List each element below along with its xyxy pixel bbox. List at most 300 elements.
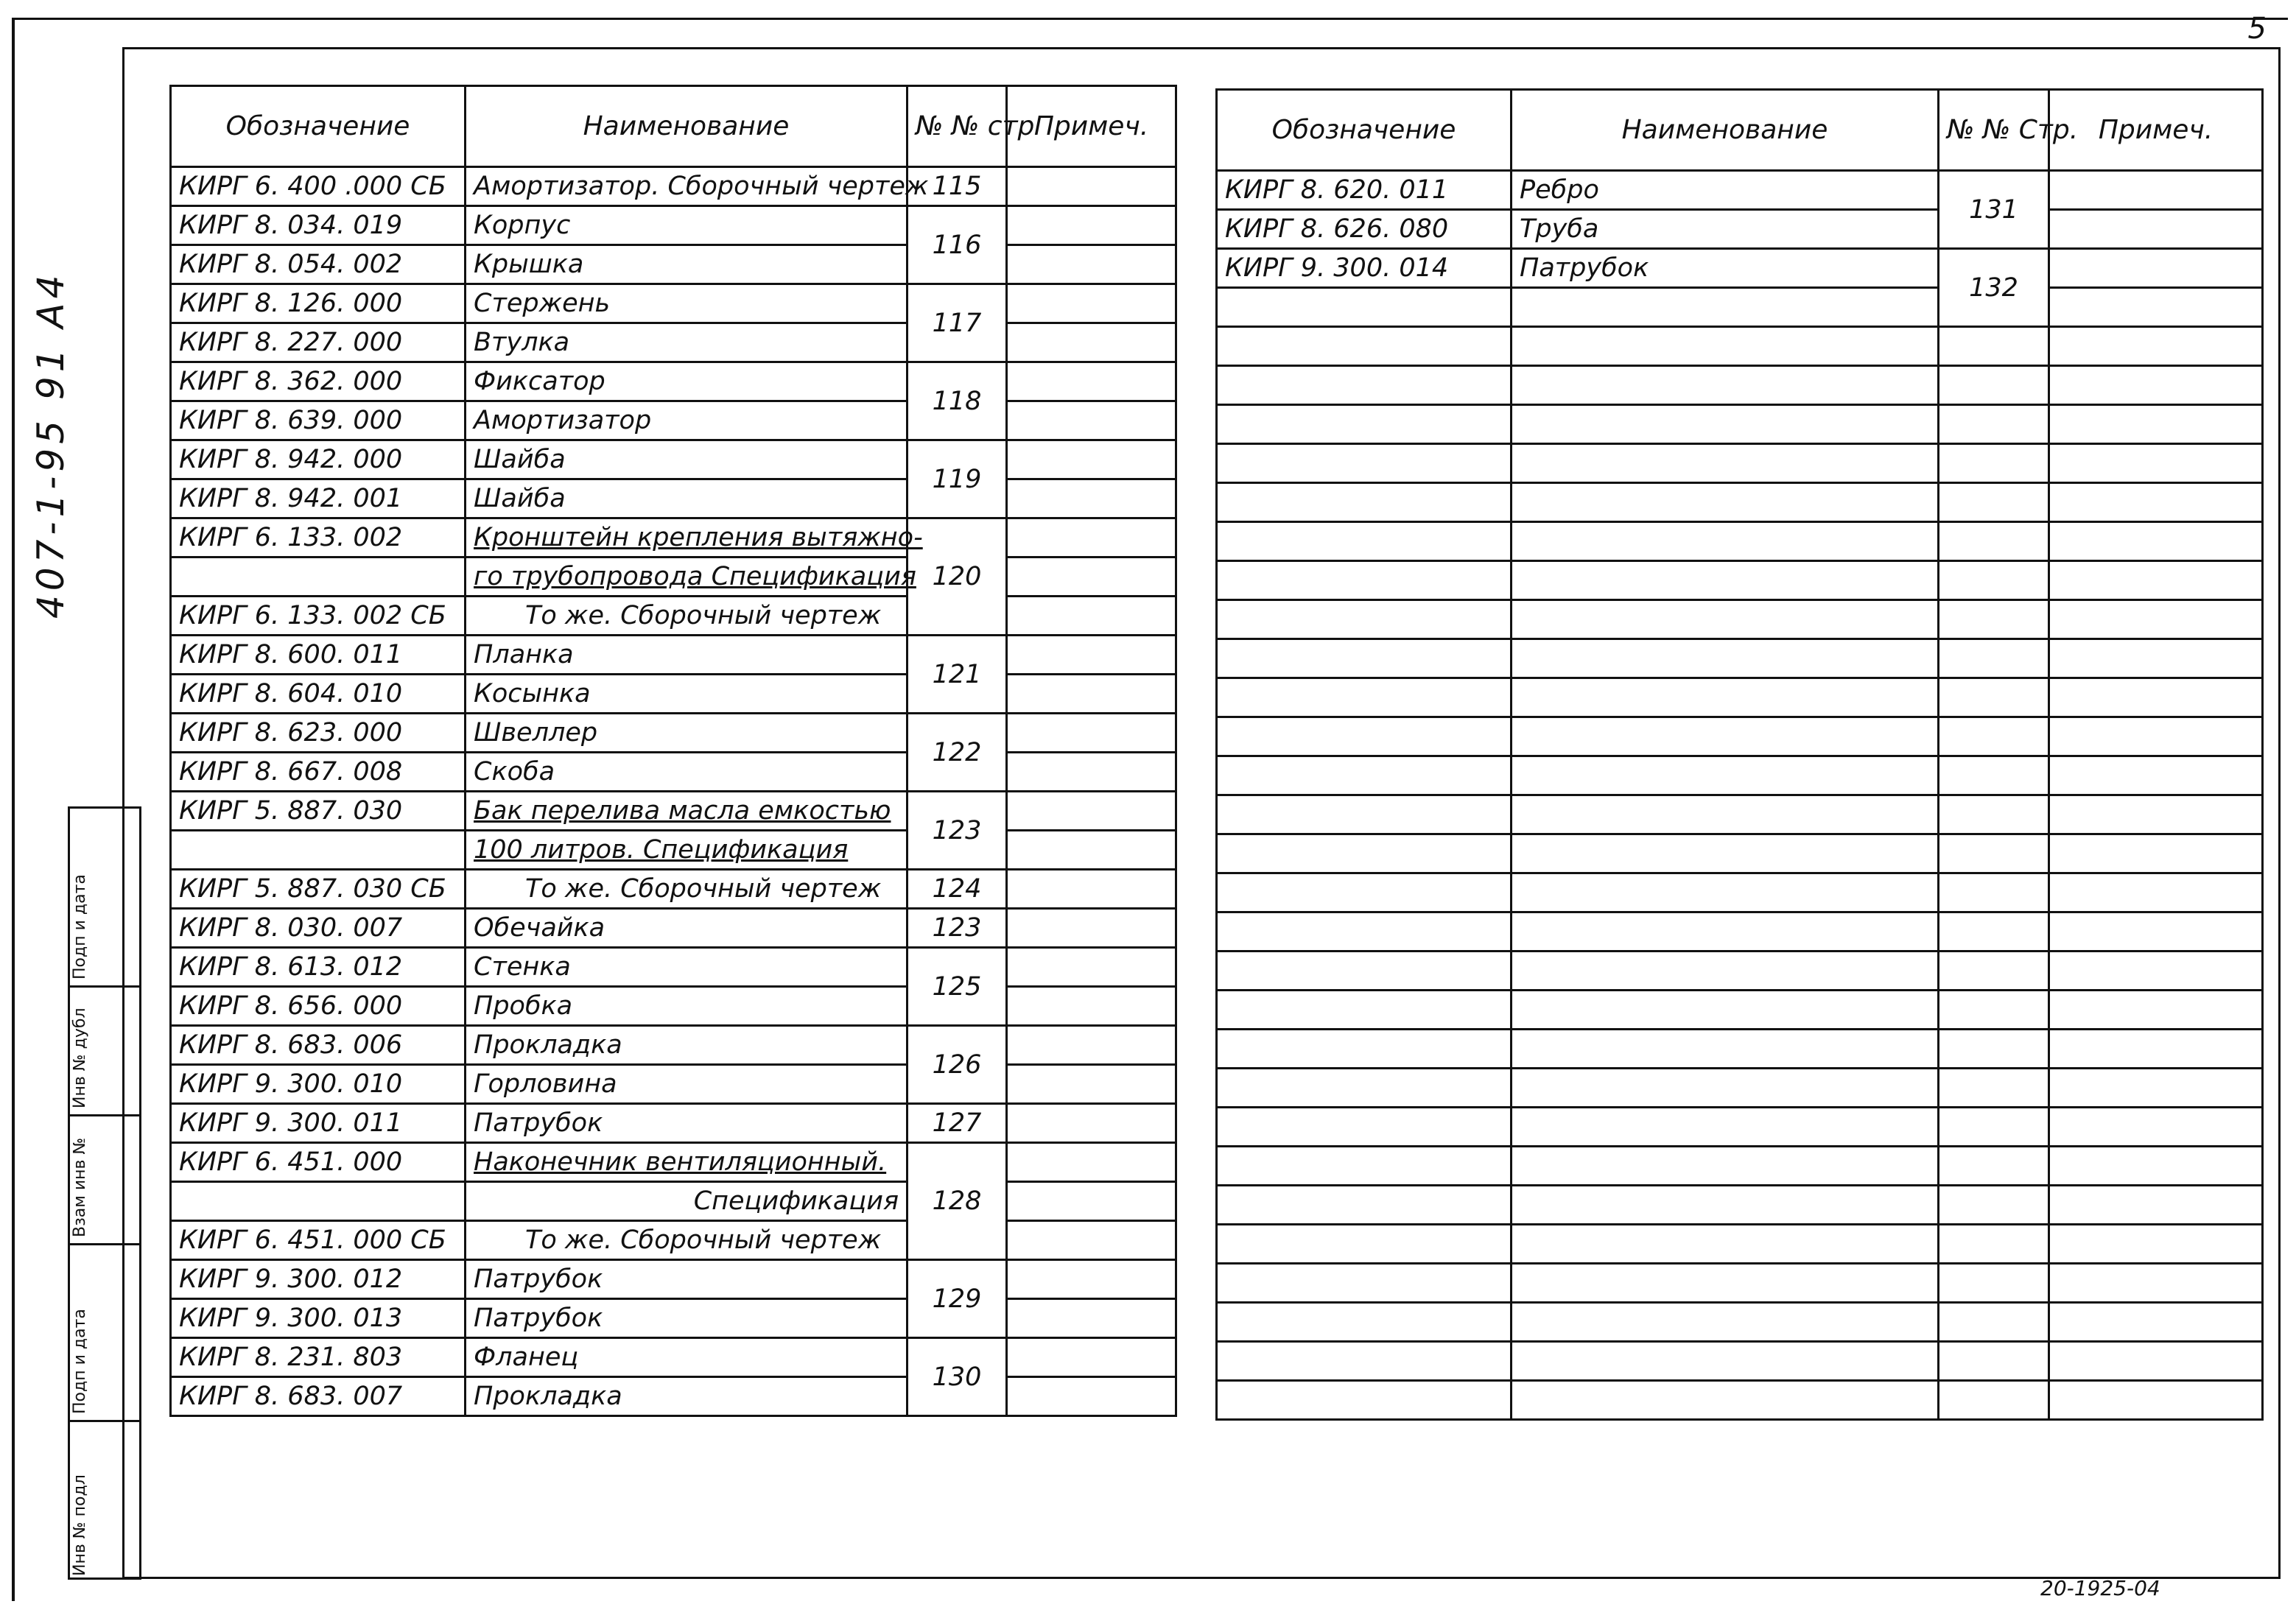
page-cell: 120 [907, 518, 1007, 636]
note-cell [1007, 362, 1176, 401]
page-cell [1939, 405, 2049, 444]
note-cell [1007, 245, 1176, 284]
name-cell [1512, 1108, 1939, 1147]
name-cell [1512, 327, 1939, 366]
designation-cell [1217, 366, 1512, 405]
name-cell: Скоба [466, 753, 907, 792]
table-row [171, 1377, 1176, 1416]
note-cell [1007, 675, 1176, 714]
designation-cell: КИРГ 9. 300. 013 [171, 1299, 466, 1338]
table-row [1217, 1147, 2263, 1186]
table-row [171, 518, 1176, 557]
table-row [171, 909, 1176, 948]
designation-cell: КИРГ 8. 054. 002 [171, 245, 466, 284]
note-cell [2049, 1030, 2263, 1069]
note-cell [1007, 401, 1176, 440]
table-row [171, 245, 1176, 284]
stamp-cell-orig [70, 1420, 139, 1582]
designation-cell [1217, 1069, 1512, 1108]
table-row [171, 1104, 1176, 1143]
table-row [1217, 834, 2263, 873]
designation-cell [1217, 444, 1512, 483]
designation-cell: КИРГ 8. 600. 011 [171, 636, 466, 675]
designation-cell [1217, 1225, 1512, 1264]
page-cell [1939, 327, 2049, 366]
page-cell [1939, 873, 2049, 912]
left-spec-table [169, 85, 1177, 1417]
table-row [171, 831, 1176, 870]
name-cell: Фиксатор [466, 362, 907, 401]
table-row [171, 362, 1176, 401]
page-cell: 126 [907, 1026, 1007, 1104]
table-row [171, 1143, 1176, 1182]
right-table-body [1217, 171, 2263, 1420]
designation-cell: КИРГ 8. 362. 000 [171, 362, 466, 401]
note-cell [1007, 948, 1176, 987]
designation-cell [1217, 717, 1512, 756]
table-row [171, 948, 1176, 987]
name-cell [1512, 1342, 1939, 1381]
designation-cell: КИРГ 8. 942. 000 [171, 440, 466, 479]
name-cell: Патрубок [1512, 249, 1939, 288]
designation-cell: КИРГ 9. 300. 012 [171, 1260, 466, 1299]
note-cell [2049, 522, 2263, 561]
page-cell [1939, 1186, 2049, 1225]
name-cell [1512, 873, 1939, 912]
header-note: Примеч. [1007, 86, 1176, 167]
table-row [171, 792, 1176, 831]
note-cell [2049, 795, 2263, 834]
table-row [1217, 1030, 2263, 1069]
page-cell [1939, 717, 2049, 756]
note-cell [2049, 717, 2263, 756]
table-row [171, 597, 1176, 636]
name-cell [1512, 834, 1939, 873]
note-cell [2049, 327, 2263, 366]
note-cell [2049, 912, 2263, 952]
designation-cell: КИРГ 6. 133. 002 СБ [171, 597, 466, 636]
name-cell: То же. Сборочный чертеж [466, 870, 907, 909]
page-cell [1939, 483, 2049, 522]
note-cell [1007, 1182, 1176, 1221]
name-cell [1512, 678, 1939, 717]
note-cell [2049, 1069, 2263, 1108]
name-cell [1512, 405, 1939, 444]
table-row [1217, 756, 2263, 795]
table-row [1217, 405, 2263, 444]
name-cell [1512, 952, 1939, 991]
page-cell: 121 [907, 636, 1007, 714]
page-cell [1939, 834, 2049, 873]
page-cell [1939, 952, 2049, 991]
page-number: 5 [2247, 12, 2267, 46]
name-cell: го трубопровода Спецификация [466, 557, 907, 597]
table-row [171, 987, 1176, 1026]
page-cell: 115 [907, 167, 1007, 206]
designation-cell [1217, 873, 1512, 912]
table-row [1217, 522, 2263, 561]
note-cell [1007, 284, 1176, 323]
page-cell [1939, 1225, 2049, 1264]
note-cell [2049, 405, 2263, 444]
designation-cell [1217, 991, 1512, 1030]
header-name: Наименование [466, 86, 907, 167]
page-cell: 117 [907, 284, 1007, 362]
page-cell [1939, 366, 2049, 405]
table-row [1217, 1108, 2263, 1147]
header-page: № № Стр. [1939, 90, 2049, 171]
stamp-label: Взам инв № [71, 1137, 89, 1237]
name-cell: Амортизатор. Сборочный чертеж [466, 167, 907, 206]
table-row [171, 167, 1176, 206]
table-row [1217, 717, 2263, 756]
note-cell [2049, 600, 2263, 639]
note-cell [2049, 678, 2263, 717]
note-cell [2049, 639, 2263, 678]
name-cell: Горловина [466, 1065, 907, 1104]
page-cell: 118 [907, 362, 1007, 440]
note-cell [1007, 1377, 1176, 1416]
stamp-cell-replace [70, 1114, 139, 1243]
table-row [1217, 1303, 2263, 1342]
note-cell [2049, 1225, 2263, 1264]
page-cell: 125 [907, 948, 1007, 1026]
name-cell: Труба [1512, 210, 1939, 249]
table-row [1217, 991, 2263, 1030]
page-cell: 119 [907, 440, 1007, 518]
page-cell [1939, 444, 2049, 483]
name-cell [1512, 444, 1939, 483]
note-cell [1007, 1299, 1176, 1338]
designation-cell [1217, 1381, 1512, 1420]
name-cell [1512, 795, 1939, 834]
designation-cell: КИРГ 6. 133. 002 [171, 518, 466, 557]
table-row [1217, 678, 2263, 717]
table-row [171, 440, 1176, 479]
note-cell [1007, 597, 1176, 636]
designation-cell [1217, 912, 1512, 952]
page-cell [1939, 795, 2049, 834]
header-note: Примеч. [2049, 90, 2263, 171]
table-row [1217, 249, 2263, 288]
stamp-label: Подп и дата [71, 1309, 89, 1414]
table-row [171, 1026, 1176, 1065]
name-cell [1512, 1147, 1939, 1186]
name-cell [1512, 991, 1939, 1030]
designation-cell: КИРГ 8. 667. 008 [171, 753, 466, 792]
note-cell [2049, 991, 2263, 1030]
page-cell: 123 [907, 792, 1007, 870]
designation-cell [171, 557, 466, 597]
designation-cell: КИРГ 6. 400 .000 СБ [171, 167, 466, 206]
designation-cell [1217, 522, 1512, 561]
note-cell [1007, 1260, 1176, 1299]
designation-cell: КИРГ 9. 300. 014 [1217, 249, 1512, 288]
name-cell: Косынка [466, 675, 907, 714]
note-cell [2049, 873, 2263, 912]
note-cell [2049, 1303, 2263, 1342]
table-row [1217, 483, 2263, 522]
designation-cell [1217, 952, 1512, 991]
name-cell: То же. Сборочный чертеж [466, 597, 907, 636]
table-row [1217, 444, 2263, 483]
name-cell [1512, 756, 1939, 795]
header-designation: Обозначение [1217, 90, 1512, 171]
designation-cell: КИРГ 9. 300. 010 [171, 1065, 466, 1104]
designation-cell [1217, 1147, 1512, 1186]
page-cell: 130 [907, 1338, 1007, 1416]
designation-cell [1217, 1186, 1512, 1225]
page-cell [1939, 912, 2049, 952]
name-cell [1512, 483, 1939, 522]
note-cell [2049, 1342, 2263, 1381]
note-cell [1007, 1026, 1176, 1065]
note-cell [2049, 444, 2263, 483]
stamp-label: Подп и дата [71, 874, 89, 979]
page-cell [1939, 1069, 2049, 1108]
page-cell: 128 [907, 1143, 1007, 1260]
note-cell [2049, 1381, 2263, 1420]
table-row [171, 1260, 1176, 1299]
table-row [1217, 600, 2263, 639]
table-row [171, 636, 1176, 675]
stamp-cell-sign-date-1 [70, 809, 139, 985]
table-row [1217, 639, 2263, 678]
name-cell: Шайба [466, 440, 907, 479]
name-cell: Пробка [466, 987, 907, 1026]
name-cell [1512, 522, 1939, 561]
table-row [171, 1182, 1176, 1221]
name-cell [1512, 600, 1939, 639]
header-designation: Обозначение [171, 86, 466, 167]
note-cell [1007, 831, 1176, 870]
note-cell [1007, 636, 1176, 675]
note-cell [2049, 210, 2263, 249]
stamp-label: Инв № подл [71, 1474, 89, 1576]
page-cell [1939, 756, 2049, 795]
designation-cell [1217, 1108, 1512, 1147]
designation-cell [1217, 756, 1512, 795]
designation-cell: КИРГ 8. 683. 007 [171, 1377, 466, 1416]
page-cell: 116 [907, 206, 1007, 284]
designation-cell: КИРГ 8. 231. 803 [171, 1338, 466, 1377]
name-cell: Ребро [1512, 171, 1939, 210]
page-cell [1939, 561, 2049, 600]
designation-cell: КИРГ 8. 656. 000 [171, 987, 466, 1026]
name-cell: Фланец [466, 1338, 907, 1377]
note-cell [2049, 249, 2263, 288]
note-cell [1007, 1065, 1176, 1104]
name-cell [1512, 1030, 1939, 1069]
note-cell [1007, 440, 1176, 479]
note-cell [2049, 1108, 2263, 1147]
name-cell: Бак перелива масла емкостью [466, 792, 907, 831]
name-cell [1512, 561, 1939, 600]
designation-cell: КИРГ 8. 604. 010 [171, 675, 466, 714]
table-row [1217, 561, 2263, 600]
stamp-block [68, 806, 141, 1580]
designation-cell [171, 831, 466, 870]
name-cell: 100 литров. Спецификация [466, 831, 907, 870]
left-table-body [171, 167, 1176, 1416]
designation-cell [1217, 834, 1512, 873]
table-row [171, 479, 1176, 518]
page-cell: 132 [1939, 249, 2049, 327]
table-row [171, 401, 1176, 440]
name-cell: Стенка [466, 948, 907, 987]
name-cell [1512, 1381, 1939, 1420]
table-row [171, 1338, 1176, 1377]
table-row [1217, 210, 2263, 249]
designation-cell [1217, 561, 1512, 600]
page-cell: 127 [907, 1104, 1007, 1143]
table-header-row [1217, 90, 2263, 171]
note-cell [1007, 753, 1176, 792]
name-cell [1512, 1264, 1939, 1303]
note-cell [1007, 1338, 1176, 1377]
table-row [1217, 873, 2263, 912]
note-cell [2049, 952, 2263, 991]
note-cell [1007, 323, 1176, 362]
designation-cell: КИРГ 6. 451. 000 [171, 1143, 466, 1182]
table-row [1217, 952, 2263, 991]
table-row [171, 284, 1176, 323]
designation-cell [1217, 795, 1512, 834]
note-cell [1007, 1104, 1176, 1143]
note-cell [1007, 792, 1176, 831]
page-cell [1939, 639, 2049, 678]
page-cell: 122 [907, 714, 1007, 792]
name-cell: Стержень [466, 284, 907, 323]
note-cell [1007, 909, 1176, 948]
designation-cell: КИРГ 8. 639. 000 [171, 401, 466, 440]
note-cell [1007, 557, 1176, 597]
designation-cell: КИРГ 8. 227. 000 [171, 323, 466, 362]
stamp-cell-dup [70, 985, 139, 1114]
table-row [1217, 1225, 2263, 1264]
table-row [1217, 1186, 2263, 1225]
note-cell [1007, 714, 1176, 753]
name-cell: Спецификация [466, 1182, 907, 1221]
name-cell [1512, 912, 1939, 952]
name-cell: Кронштейн крепления вытяжно- [466, 518, 907, 557]
table-row [171, 1065, 1176, 1104]
table-row [1217, 327, 2263, 366]
note-cell [2049, 834, 2263, 873]
designation-cell: КИРГ 8. 620. 011 [1217, 171, 1512, 210]
table-row [171, 753, 1176, 792]
name-cell: Патрубок [466, 1299, 907, 1338]
table-row [1217, 1342, 2263, 1381]
designation-cell [1217, 288, 1512, 327]
name-cell [1512, 1303, 1939, 1342]
page-cell [1939, 1264, 2049, 1303]
note-cell [2049, 1147, 2263, 1186]
table-row [1217, 366, 2263, 405]
page-cell [1939, 1030, 2049, 1069]
designation-cell [1217, 483, 1512, 522]
designation-cell: КИРГ 9. 300. 011 [171, 1104, 466, 1143]
page-cell [1939, 991, 2049, 1030]
name-cell: Втулка [466, 323, 907, 362]
right-spec-table [1215, 88, 2264, 1421]
table-row [171, 870, 1176, 909]
page-cell [2049, 288, 2263, 327]
note-cell [1007, 206, 1176, 245]
table-row [1217, 1264, 2263, 1303]
note-cell [2049, 171, 2263, 210]
designation-cell: КИРГ 6. 451. 000 СБ [171, 1221, 466, 1260]
name-cell: Прокладка [466, 1026, 907, 1065]
table-row [171, 557, 1176, 597]
page-cell [1939, 678, 2049, 717]
archive-code: 20-1925-04 [2040, 1576, 2160, 1600]
note-cell [1007, 518, 1176, 557]
designation-cell [1217, 1264, 1512, 1303]
designation-cell: КИРГ 5. 887. 030 СБ [171, 870, 466, 909]
table-row [1217, 288, 2263, 327]
name-cell: Прокладка [466, 1377, 907, 1416]
designation-cell: КИРГ 8. 942. 001 [171, 479, 466, 518]
designation-cell [1217, 1342, 1512, 1381]
table-row [1217, 795, 2263, 834]
name-cell [1512, 639, 1939, 678]
page-cell: 131 [1939, 171, 2049, 249]
page-cell [1939, 1147, 2049, 1186]
name-cell: Патрубок [466, 1104, 907, 1143]
designation-cell: КИРГ 8. 030. 007 [171, 909, 466, 948]
stamp-cell-sign-date-2 [70, 1243, 139, 1420]
designation-cell [1217, 639, 1512, 678]
note-cell [2049, 366, 2263, 405]
name-cell: Наконечник вентиляционный. [466, 1143, 907, 1182]
name-cell [1512, 717, 1939, 756]
name-cell [1512, 288, 1939, 327]
table-row [171, 1299, 1176, 1338]
table-header-row [171, 86, 1176, 167]
table-row [171, 714, 1176, 753]
designation-cell: КИРГ 5. 887. 030 [171, 792, 466, 831]
name-cell [1512, 1186, 1939, 1225]
name-cell: Патрубок [466, 1260, 907, 1299]
table-row [171, 1221, 1176, 1260]
page-cell: 124 [907, 870, 1007, 909]
document-code: 407-1-95 91 A4 [29, 270, 72, 619]
table-row [1217, 1381, 2263, 1420]
designation-cell [1217, 405, 1512, 444]
designation-cell [171, 1182, 466, 1221]
designation-cell [1217, 600, 1512, 639]
note-cell [2049, 756, 2263, 795]
designation-cell [1217, 678, 1512, 717]
designation-cell: КИРГ 8. 613. 012 [171, 948, 466, 987]
header-page: № № стр [907, 86, 1007, 167]
note-cell [1007, 1221, 1176, 1260]
page-cell [1939, 522, 2049, 561]
designation-cell: КИРГ 8. 034. 019 [171, 206, 466, 245]
table-row [171, 675, 1176, 714]
note-cell [2049, 561, 2263, 600]
page-cell [1939, 1108, 2049, 1147]
name-cell [1512, 1069, 1939, 1108]
table-row [1217, 912, 2263, 952]
name-cell [1512, 1225, 1939, 1264]
note-cell [1007, 167, 1176, 206]
note-cell [2049, 1186, 2263, 1225]
designation-cell: КИРГ 8. 626. 080 [1217, 210, 1512, 249]
page-cell: 123 [907, 909, 1007, 948]
note-cell [2049, 1264, 2263, 1303]
